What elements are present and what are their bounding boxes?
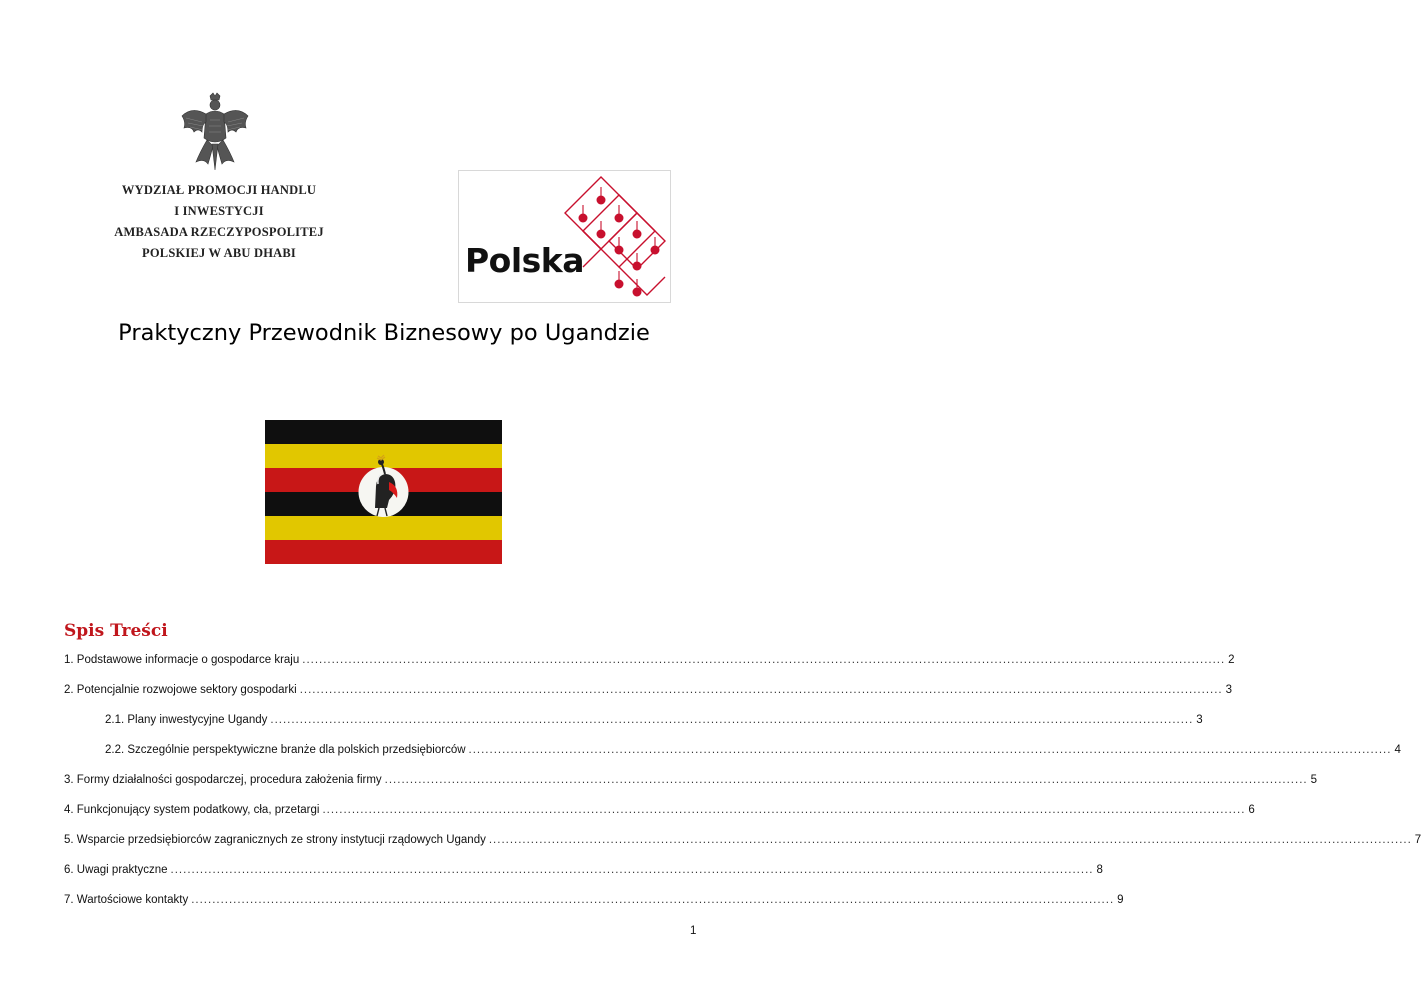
page-number: 1	[690, 925, 697, 937]
toc-entry[interactable]	[64, 834, 1421, 864]
toc-entry-text: 7. Wartościowe kontakty	[64, 894, 189, 906]
toc-entry-text: 6. Uwagi praktyczne	[64, 864, 168, 876]
uganda-flag-icon	[265, 420, 502, 564]
ministry-line: AMBASADA RZECZYPOSPOLITEJ	[114, 225, 324, 239]
toc-entry-text: 1. Podstawowe informacje o gospodarce kraju	[64, 654, 300, 666]
toc-entry-page: 2	[1228, 654, 1235, 666]
toc-entry-text: 2.1. Plany inwestycyjne Ugandy	[105, 714, 268, 726]
toc-entry-text: 4. Funkcjonujący system podatkowy, cła, przetargi	[64, 804, 320, 816]
polska-logo-text: Polska	[465, 241, 585, 280]
toc-entry-page: 8	[1096, 864, 1103, 876]
toc-entry-page: 5	[1310, 774, 1317, 786]
toc-entry[interactable]	[64, 894, 1124, 924]
ministry-line: I INWESTYCJI	[174, 204, 264, 218]
toc-leader-dots: ............................................................................................................................................................................................................................	[270, 714, 1194, 726]
table-of-contents	[64, 654, 1421, 924]
ministry-line: POLSKIEJ W ABU DHABI	[142, 246, 296, 260]
toc-leader-dots: ............................................................................................................................................................................................................................	[191, 894, 1115, 906]
toc-entry-page: 4	[1394, 744, 1401, 756]
toc-entry[interactable]	[64, 684, 1233, 714]
eagle-emblem-icon	[180, 92, 250, 172]
toc-entry[interactable]	[64, 774, 1317, 804]
toc-leader-dots: ............................................................................................................................................................................................................................	[384, 774, 1308, 786]
ministry-line: WYDZIAŁ PROMOCJI HANDLU	[121, 183, 317, 197]
toc-entry-page: 6	[1248, 804, 1255, 816]
toc-leader-dots: ............................................................................................................................................................................................................................	[468, 744, 1392, 756]
polska-logo-pattern-icon	[459, 171, 672, 304]
toc-entry-page: 7	[1414, 834, 1421, 846]
polska-logo	[458, 170, 671, 303]
toc-entry[interactable]	[64, 654, 1235, 684]
ministry-header	[90, 180, 348, 264]
toc-entry-text: 2. Potencjalnie rozwojowe sektory gospodarki	[64, 684, 297, 696]
toc-entry[interactable]	[64, 864, 1103, 894]
toc-leader-dots: ............................................................................................................................................................................................................................	[322, 804, 1246, 816]
toc-entry-page: 3	[1196, 714, 1203, 726]
toc-leader-dots: ............................................................................................................................................................................................................................	[299, 684, 1223, 696]
toc-entry-page: 9	[1117, 894, 1124, 906]
toc-leader-dots: ............................................................................................................................................................................................................................	[302, 654, 1226, 666]
toc-entry[interactable]	[64, 744, 1401, 774]
toc-entry-text: 3. Formy działalności gospodarczej, procedura założenia firmy	[64, 774, 382, 786]
toc-leader-dots: ............................................................................................................................................................................................................................	[170, 864, 1094, 876]
toc-entry[interactable]	[64, 804, 1255, 834]
document-title: Praktyczny Przewodnik Biznesowy po Ugandzie	[118, 320, 650, 346]
toc-entry-text: 5. Wsparcie przedsiębiorców zagranicznych ze strony instytucji rządowych Ugandy	[64, 834, 486, 846]
toc-entry-text: 2.2. Szczególnie perspektywiczne branże dla polskich przedsiębiorców	[105, 744, 466, 756]
toc-entry[interactable]	[64, 714, 1203, 744]
toc-entry-page: 3	[1225, 684, 1233, 696]
toc-heading: Spis Treści	[64, 621, 168, 641]
toc-leader-dots: ............................................................................................................................................................................................................................	[488, 834, 1412, 846]
